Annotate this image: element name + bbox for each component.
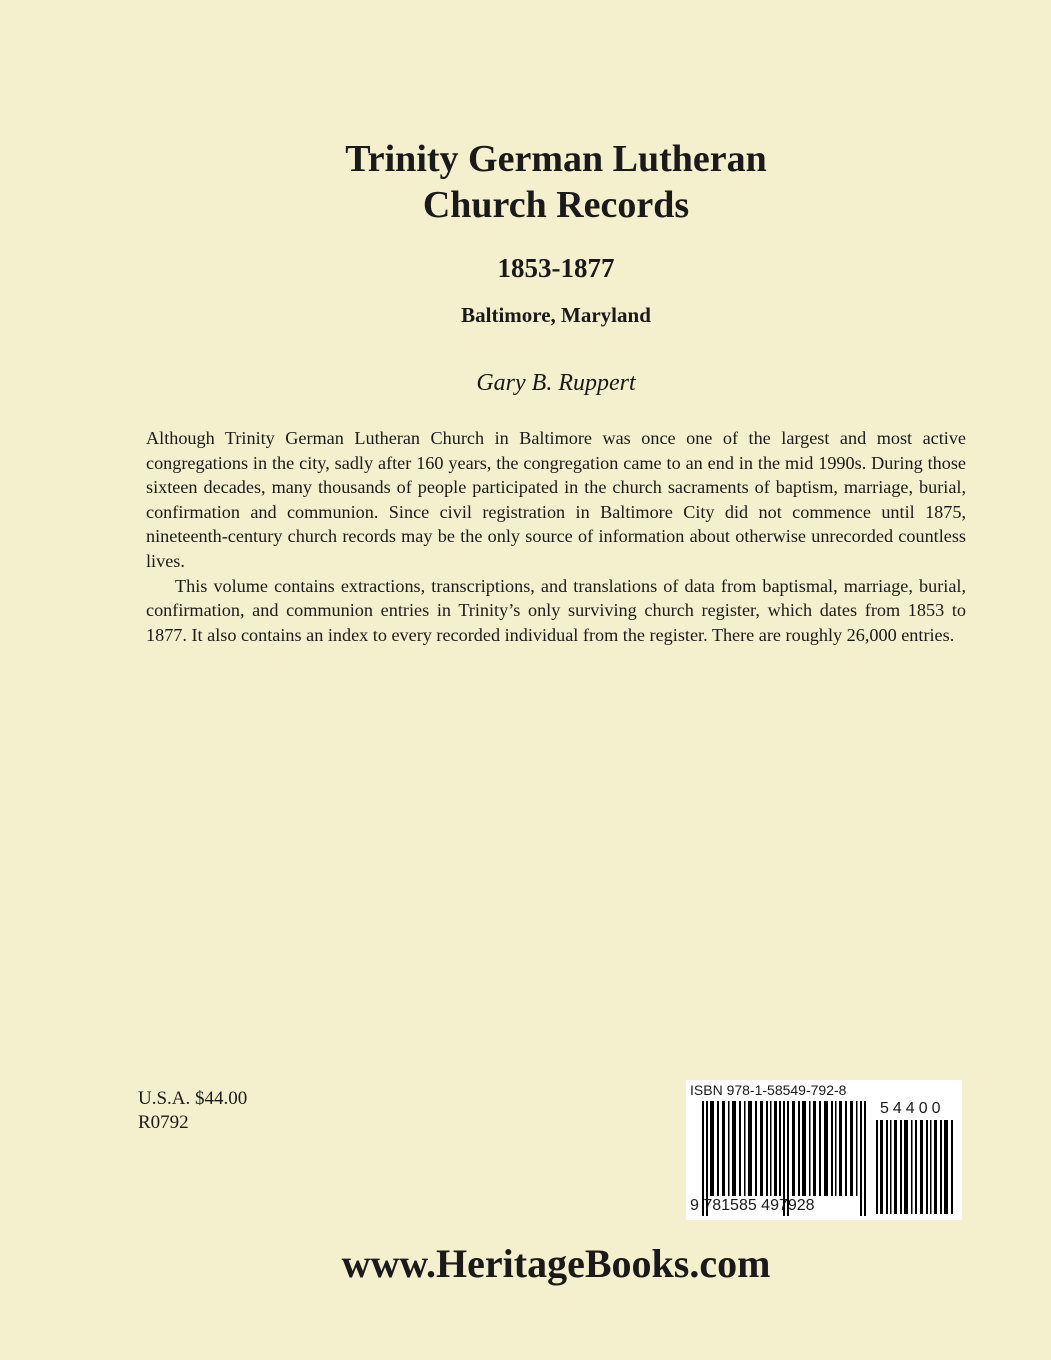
book-title-line-1: Trinity German Lutheran	[345, 138, 767, 180]
price: U.S.A. $44.00	[138, 1088, 248, 1109]
price-addon-digits: 54400	[880, 1100, 945, 1117]
location: Baltimore, Maryland	[461, 303, 651, 327]
product-code: R0792	[138, 1112, 189, 1133]
isbn-barcode	[686, 1080, 962, 1220]
book-title	[0, 136, 1051, 228]
book-description	[146, 426, 966, 647]
description-paragraph-2: This volume contains extractions, transcriptions, and translations of data from baptismal, marriage, burial, confirmation, and communion entries in Trinity’s only surviving church register, which dates from 1853 to 1877. It also contains an index to every recorded individual from the register. There are roughly 26,000 entries.	[146, 575, 966, 645]
date-range: 1853-1877	[497, 253, 615, 283]
isbn-label: ISBN 978-1-58549-792-8	[690, 1082, 847, 1098]
publisher-website: www.HeritageBooks.com	[341, 1241, 771, 1286]
ean-digits: 9 781585 497928	[690, 1197, 815, 1214]
description-paragraph-1: Although Trinity German Lutheran Church in Baltimore was once one of the largest and most active congregations in the city, sadly after 160 years, the congregation came to an end in the mid 1990s. During those sixteen decades, many thousands of people participated in the church sacraments of baptism, marriage, burial, confirmation and communion. Since civil registration in Baltimore City did not commence until 1875, nineteenth-century church records may be the only source of information about otherwise unrecorded countless lives.	[146, 428, 966, 571]
book-title-line-2: Church Records	[422, 184, 690, 226]
addon-barcode-bars	[876, 1120, 956, 1214]
price-block	[138, 1087, 247, 1135]
author-name: Gary B. Ruppert	[476, 370, 636, 396]
